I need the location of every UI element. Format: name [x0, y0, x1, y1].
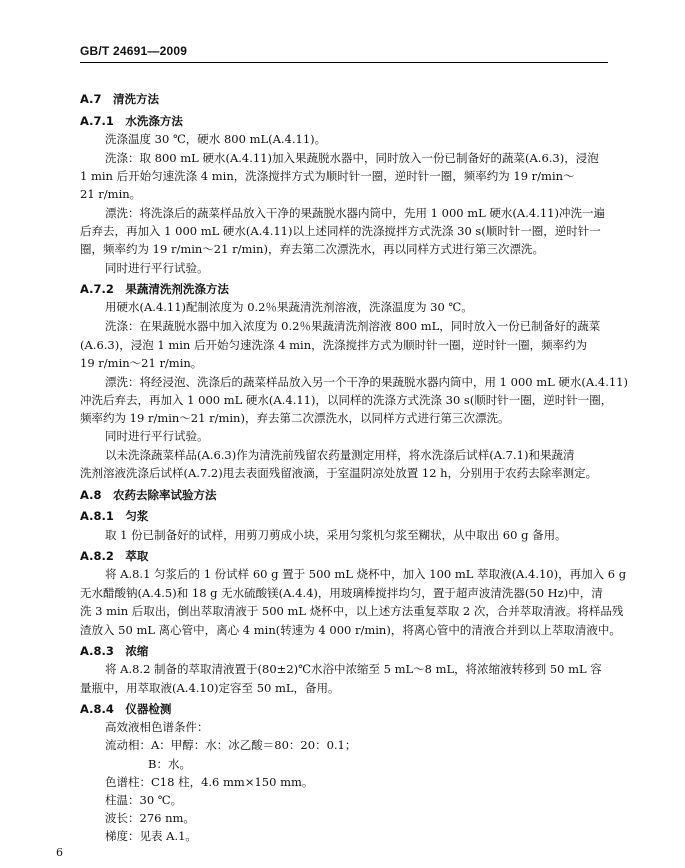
body-line: 冲洗后弃去，再加入 1 000 mL 硬水(A.4.11)，以同样的洗涤方式洗涤 30 s(顺时针一圈，逆时针一圈， [80, 392, 613, 407]
body-line: 1 min 后开始匀速洗涤 4 min，洗涤搅拌方式为顺时针一圈，逆时针一圈，频率约为 19 r/min～ [80, 169, 575, 184]
body-line: 后弃去，再加入 1 000 mL 硬水(A.4.11)以上述同样的洗涤搅拌方式洗涤 30 s(顺时针一圈，逆时针一 [80, 224, 601, 239]
standard-number-header: GB/T 24691—2009 [80, 44, 188, 58]
body-line: 洗 3 min 后取出，倒出萃取清液于 500 mL 烧杯中，以上述方法重复萃取 2 次，合并萃取清液。将样品残 [80, 604, 624, 619]
body-line: 将 A.8.1 匀浆后的 1 份试样 60 g 置于 500 mL 烧杯中，加入 100 mL 萃取液(A.4.10)，再加入 6 g [105, 567, 627, 582]
section-heading: A.8 农药去除率试验方法 [80, 487, 217, 502]
section-heading: A.7 清洗方法 [80, 92, 159, 107]
section-heading: A.8.2 萃取 [80, 549, 149, 564]
body-line: 高效液相色谱条件： [105, 720, 209, 735]
body-line: 波长：276 nm。 [105, 810, 195, 825]
body-line: 漂洗：将洗涤后的蔬菜样品放入干净的果蔬脱水器内筒中，先用 1 000 mL 硬水(A.4.11)冲洗一遍 [105, 206, 605, 221]
body-line: 量瓶中，用萃取液(A.4.10)定容至 50 mL，备用。 [80, 680, 340, 695]
section-heading: A.8.3 浓缩 [80, 644, 149, 659]
body-line: 无水醋酸钠(A.4.5)和 18 g 无水硫酸镁(A.4.4)，用玻璃棒搅拌均匀，置于超声波清洗器(50 Hz)中，清 [80, 586, 603, 601]
body-line: 同时进行平行试验。 [105, 428, 209, 443]
body-line: 洗涤：在果蔬脱水器中加入浓度为 0.2％果蔬清洗剂溶液 800 mL，同时放入一份已制备好的蔬菜 [105, 319, 601, 334]
body-line: (A.6.3)，浸泡 1 min 后开始匀速洗涤 4 min，洗涤搅拌方式为顺时针一圈，逆时针一圈，频率约为 [80, 337, 588, 352]
body-line: 圈，频率约为 19 r/min～21 r/min)，弃去第二次漂洗水，再以同样方式进行第三次漂洗。 [80, 242, 544, 257]
section-heading: A.8.1 匀浆 [80, 509, 149, 524]
body-line: 洗涤：取 800 mL 硬水(A.4.11)加入果蔬脱水器中，同时放入一份已制备好的蔬菜(A.6.3)，浸泡 [105, 151, 599, 166]
body-line: 取 1 份已制备好的试样，用剪刀剪成小块，采用匀浆机匀浆至糊状，从中取出 60 g 备用。 [105, 527, 567, 542]
body-line: B：水。 [148, 756, 191, 771]
body-line: 同时进行平行试验。 [105, 260, 209, 275]
body-line: 频率约为 19 r/min～21 r/min)，弃去第二次漂洗水，以同样方式进行第三次漂洗。 [80, 410, 510, 425]
body-line: 21 r/min。 [80, 187, 142, 202]
body-line: 渣放入 50 mL 离心管中，离心 4 min(转速为 4 000 r/min)，将离心管中的清液合并到以上萃取清液中。 [80, 622, 621, 637]
header-rule [80, 62, 608, 63]
body-line: 将 A.8.2 制备的萃取清液置于(80±2)℃水浴中浓缩至 5 mL～8 mL，将浓缩液转移到 50 mL 容 [105, 662, 602, 677]
body-line: 以未洗涤蔬菜样品(A.6.3)作为清洗前残留农药量测定用样，将水洗涤后试样(A.7.1)和果蔬清 [105, 447, 575, 462]
section-heading: A.7.2 果蔬清洗剂洗涤方法 [80, 282, 229, 297]
section-heading: A.7.1 水洗涤方法 [80, 113, 183, 128]
body-line: 流动相：A：甲醇：水：冰乙酸＝80：20：0.1； [105, 738, 357, 753]
body-line: 洗涤温度 30 ℃，硬水 800 mL(A.4.11)。 [105, 132, 327, 147]
body-line: 洗剂溶液洗涤后试样(A.7.2)甩去表面残留液滴，于室温阴凉处放置 12 h，分别用于农药去除率测定。 [80, 466, 598, 481]
section-heading: A.8.4 仪器检测 [80, 702, 172, 717]
body-line: 色谱柱：C18 柱，4.6 mm×150 mm。 [105, 774, 314, 789]
body-line: 19 r/min～21 r/min。 [80, 355, 203, 370]
body-line: 柱温：30 ℃。 [105, 792, 183, 807]
body-line: 用硬水(A.4.11)配制浓度为 0.2％果蔬清洗剂溶液，洗涤温度为 30 ℃。 [105, 300, 473, 315]
body-line: 梯度：见表 A.1。 [105, 828, 197, 843]
body-line: 漂洗：将经浸泡、洗涤后的蔬菜样品放入另一个干净的果蔬脱水器内筒中，用 1 000 mL 硬水(A.4.11) [105, 374, 628, 389]
page-number: 6 [56, 846, 63, 859]
